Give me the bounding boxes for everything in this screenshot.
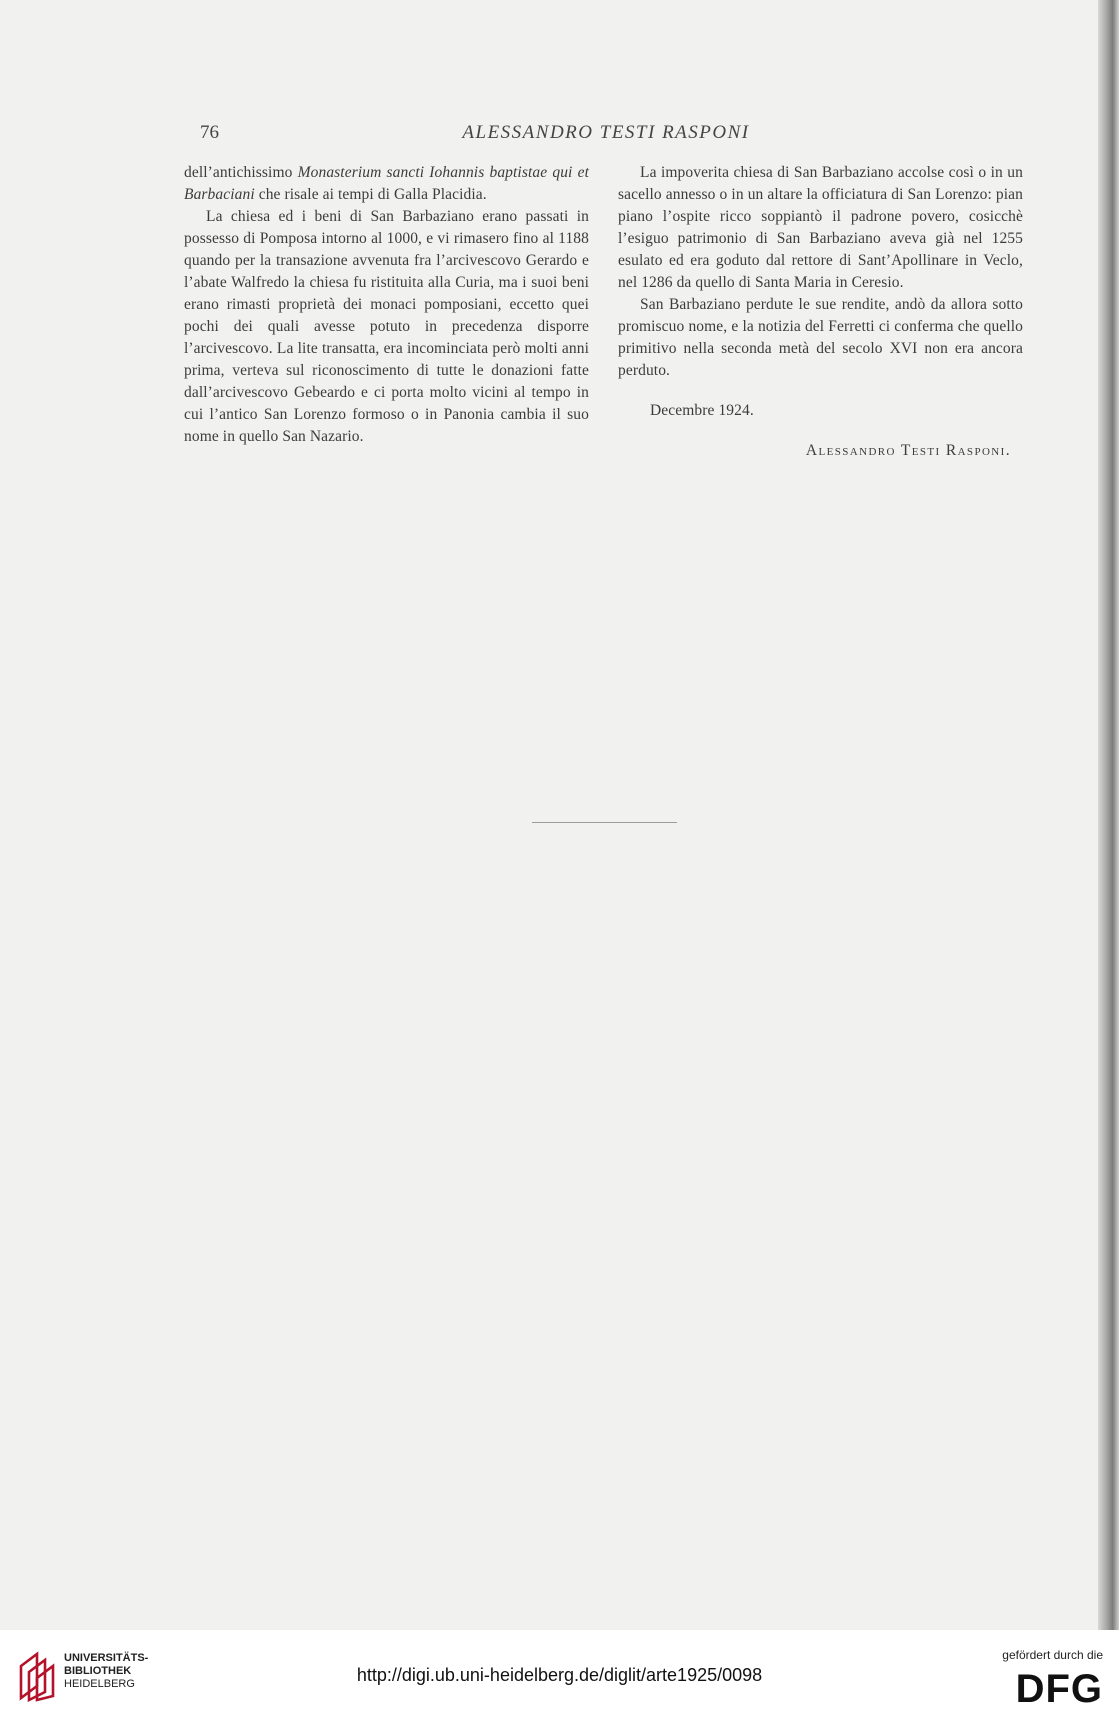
permalink-url[interactable]: http://digi.ub.uni-heidelberg.de/diglit/arte1925/0098 xyxy=(356,1665,763,1685)
footer-bar xyxy=(0,1630,1119,1721)
right-paragraph-1: La impoverita chiesa di San Barbaziano accolse così o in un sacello annesso o in un altare la officiatura di San Lorenzo: pian piano l’ospite ricco soppiantò il padrone povero, cosicchè l’esiguo patrimonio di San Barbaziano aveva già nel 1255 esulato ed era goduto dal rettore di Sant’Apollinare in Veclo, nel 1286 da quello di Santa Maria in Ceresio. xyxy=(618,164,1023,291)
left-p1-text-b: che risale ai tempi di Galla Placidia. xyxy=(254,186,487,203)
left-paragraph-2: La chiesa ed i beni di San Barbaziano erano passati in possesso di Pomposa intorno al 1000, e vi rimasero fino al 1188 quando per la transazione avvenuta fra l’arcivescovo Gerardo e l’abate Walfredo la chiesa fu ristituita alla Curia, ma i suoi beni erano rimasti proprietà dei monaci pomposiani, eccetto quei pochi dei quali avesse potuto in precedenza disporre l’arcivescovo. La lite transatta, era incominciata però molti anni prima, verteva sul riconoscimento di tutte le donazioni fatte dall’arcivescovo Gebeardo e ci porta molto vicini al tempo in cui l’antico San Lorenzo formoso o in Panonia cambia il suo nome in quello San Nazario. xyxy=(184,208,589,445)
author-signature: Alessandro Testi Rasponi. xyxy=(805,442,1011,459)
library-name-line-3: HEIDELBERG xyxy=(64,1678,135,1690)
left-p1-text-a: dell’antichissimo xyxy=(184,164,298,181)
section-divider xyxy=(532,822,677,823)
library-name-line-1: UNIVERSITÄTS- xyxy=(64,1652,149,1664)
sponsor-label: gefördert durch die xyxy=(1002,1648,1103,1662)
dateline: Decembre 1924. xyxy=(650,402,754,419)
book-spine-edge xyxy=(1098,0,1119,1630)
page-number: 76 xyxy=(200,122,219,143)
left-column xyxy=(184,162,589,448)
running-title: ALESSANDRO TESTI RASPONI xyxy=(462,122,750,143)
left-p1-italic-title: Monasterium sancti Iohannis baptistae qui et Barbaciani xyxy=(184,164,589,203)
left-paragraph-1 xyxy=(184,162,589,206)
right-column xyxy=(618,162,1023,462)
library-name-line-2: BIBLIOTHEK xyxy=(64,1665,132,1677)
dfg-logo: DFG xyxy=(1015,1667,1103,1711)
right-paragraph-2: San Barbaziano perdute le sue rendite, andò da allora sotto promiscuo nome, e la notizia del Ferretti ci conferma che quello primitivo nella seconda metà del secolo XVI non era ancora perduto. xyxy=(618,296,1023,379)
page-header xyxy=(200,122,1012,148)
